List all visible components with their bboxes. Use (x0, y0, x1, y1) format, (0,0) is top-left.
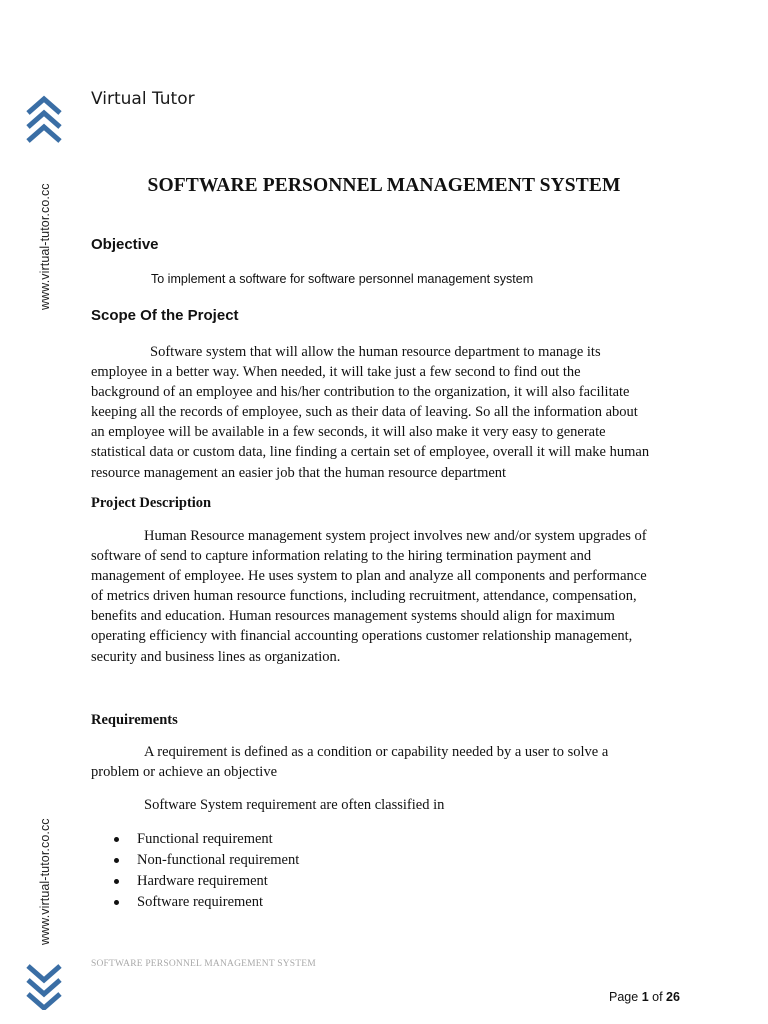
document-title: SOFTWARE PERSONNEL MANAGEMENT SYSTEM (147, 175, 621, 196)
triple-chevron-down-icon (24, 962, 64, 1010)
header-brand: Virtual Tutor (91, 89, 195, 109)
description-line: operating efficiency with financial accounting operations customer relationship management, (91, 628, 633, 645)
bullet-icon (114, 879, 119, 884)
requirements-definition-line2: problem or achieve an objective (91, 764, 278, 780)
list-item-label: Non-functional requirement (137, 852, 300, 868)
side-url-top-text[interactable]: www.virtual-tutor.co.cc (38, 183, 52, 310)
list-item (91, 892, 299, 913)
list-item (91, 871, 299, 892)
page-current: 1 (641, 990, 649, 1004)
page-total: 26 (666, 990, 680, 1004)
requirements-heading: Requirements (91, 712, 178, 728)
list-item-label: Functional requirement (137, 831, 273, 847)
scope-line: resource management an easier job that the human resource department (91, 464, 507, 481)
description-line: software of send to capture information relating to the hiring termination payment and (91, 548, 592, 565)
page-of: of (652, 990, 663, 1004)
requirements-classified-intro: Software System requirement are often classified in (144, 797, 445, 813)
requirements-definition-line1: A requirement is defined as a condition or capability needed by a user to solve a (144, 744, 609, 760)
description-line: security and business lines as organization. (91, 648, 341, 665)
bullet-icon (114, 858, 119, 863)
footer-doc-title: SOFTWARE PERSONNEL MANAGEMENT SYSTEM (91, 959, 316, 969)
project-description-paragraph (91, 526, 681, 667)
bullet-icon (114, 900, 119, 905)
scope-line: keeping all the records of employee, such as their data of leaving. So all the information about (91, 404, 638, 421)
description-line: Human Resource management system project involves new and/or system upgrades of (144, 528, 647, 544)
scope-paragraph (91, 342, 681, 483)
description-line: benefits and education. Human resources management systems should align for maximum (91, 608, 615, 625)
description-line: management of employee. He uses system to plan and analyze all components and performance (91, 568, 647, 585)
objective-heading: Objective (91, 236, 159, 253)
scope-line: Software system that will allow the human resource department to manage its (150, 344, 601, 360)
scope-heading: Scope Of the Project (91, 307, 239, 324)
scope-line: an employee will be available in a few seconds, it will also make it very easy to generate (91, 424, 606, 441)
list-item (91, 850, 299, 871)
page-number (609, 990, 680, 1004)
scope-line: background of an employee and his/her contribution to the organization, it will also facilitate (91, 384, 630, 401)
requirements-list (91, 829, 299, 913)
list-item-label: Hardware requirement (137, 873, 268, 889)
list-item-label: Software requirement (137, 894, 264, 910)
project-description-heading: Project Description (91, 495, 212, 511)
page-label: Page (609, 990, 639, 1004)
list-item (91, 829, 299, 850)
scope-line: employee in a better way. When needed, it will take just a few second to find out the (91, 364, 581, 381)
triple-chevron-up-icon (24, 95, 64, 143)
bullet-icon (114, 837, 119, 842)
side-url-bottom-text[interactable]: www.virtual-tutor.co.cc (38, 818, 52, 945)
scope-line: statistical data or custom data, line finding a certain set of employee, overall it will make human (91, 444, 650, 461)
description-line: of metrics driven human resource functions, including recruitment, attendance, compensation, (91, 588, 637, 605)
objective-text: To implement a software for software personnel management system (151, 272, 534, 286)
